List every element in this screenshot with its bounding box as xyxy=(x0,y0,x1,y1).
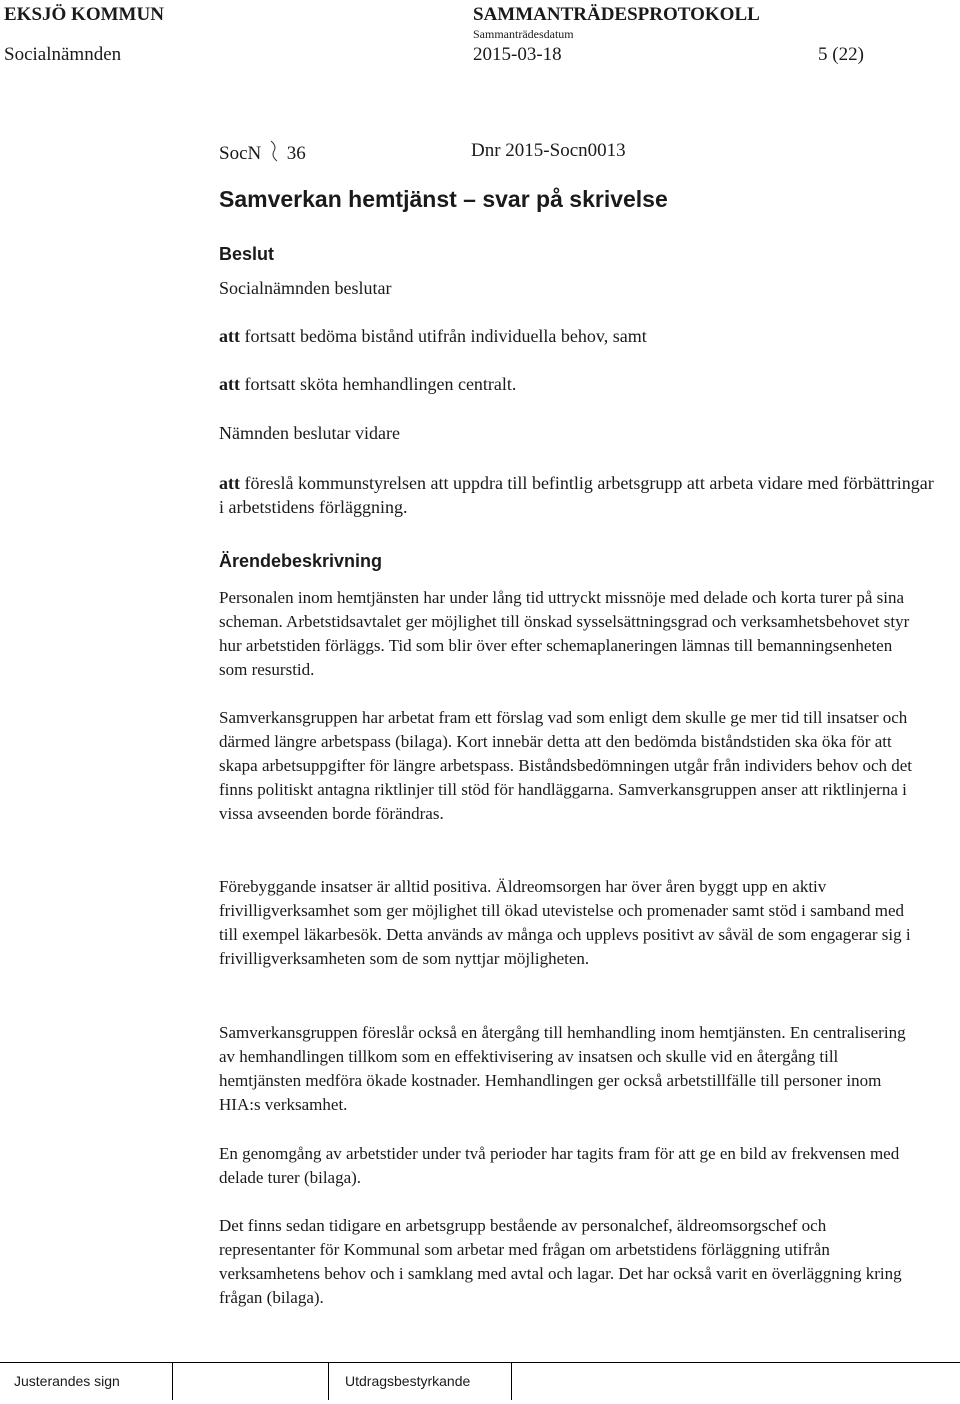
decision-item xyxy=(219,326,647,347)
doc-type: SAMMANTRÄDESPROTOKOLL xyxy=(473,4,760,25)
case-number: 36 xyxy=(286,143,306,164)
committee-name: Socialnämnden xyxy=(4,44,122,65)
justerandes-sign-label: Justerandes sign xyxy=(14,1373,120,1389)
decision-item-text: fortsatt sköta hemhandlingen centralt. xyxy=(240,374,517,394)
decision-intro: Socialnämnden beslutar xyxy=(219,278,392,298)
description-paragraph: Samverkansgruppen föreslår också en återgång till hemhandling inom hemtjänsten. En centralisering av hemhandlingen tillkom som en effektivisering av insatsen och skulle vid en återgång till hemtjänsten medföra ökade kostnader. Hemhandlingen ger också arbetstillfälle till personer inom HIA:s verksamhet. xyxy=(219,1023,906,1114)
decision-item xyxy=(219,374,516,395)
footer-separator xyxy=(511,1362,512,1400)
description-paragraph: Samverkansgruppen har arbetat fram ett förslag vad som enligt dem skulle ge mer tid till insatser och därmed längre arbetspass (bilaga). Kort innebär detta att den bedömda biståndstiden ska öka för att skapa arbetsuppgifter för längre arbetspass. Biståndsbedömningen utgår från individers behov och det finns politiskt antagna riktlinjer till stöd för handläggarna. Samverkansgruppen anser att riktlinjerna i vissa avseenden borde förändras. xyxy=(219,708,913,823)
att-label: att xyxy=(219,473,240,493)
date-label: Sammanträdesdatum xyxy=(473,27,574,41)
decision-heading: Beslut xyxy=(219,244,275,264)
meeting-date: 2015-03-18 xyxy=(473,44,562,65)
description-heading: Ärendebeskrivning xyxy=(219,551,383,571)
description-paragraph: Det finns sedan tidigare en arbetsgrupp bestående av personalchef, äldreomsorgschef och representanter för Kommunal som arbetar med frågan om arbetstidens förläggning utifrån verksamhetens behov och i samklang med avtal och lagar. Det har också varit en överläggning kring frågan (bilaga). xyxy=(219,1216,902,1307)
decision-item xyxy=(219,471,939,519)
page-number: 5 (22) xyxy=(818,44,864,65)
decision-item-text: fortsatt bedöma bistånd utifrån individuella behov, samt xyxy=(240,326,647,346)
att-label: att xyxy=(219,374,240,394)
footer-divider xyxy=(0,1362,960,1363)
description-paragraph: Personalen inom hemtjänsten har under lång tid uttryckt missnöje med delade och korta turer på sina scheman. Arbetstidsavtalet ger möjlighet till önskad sysselsättningsgrad och verksamhetsbehovet styr hur arbetstiden förläggs. Tid som blir över efter schemaplaneringen lämnas till bemanningsenheten som resurstid. xyxy=(219,588,910,679)
footer-separator xyxy=(328,1362,329,1400)
utdragsbestyrkande-label: Utdragsbestyrkande xyxy=(345,1373,471,1389)
description-paragraph: Förebyggande insatser är alltid positiva. Äldreomsorgen har över åren byggt upp en aktiv frivilligverksamhet som ger möjlighet till ökad utevistelse och promenader samt stöd i samband med till exempel läkarbesök. Detta används av många och upplevs positivt av såväl de som engagerar sig i frivilligverksamheten som de som nyttjar möjligheten. xyxy=(219,877,911,968)
footer-separator xyxy=(172,1362,173,1400)
case-prefix: SocN xyxy=(219,143,262,164)
org-name: EKSJÖ KOMMUN xyxy=(4,4,164,25)
att-label: att xyxy=(219,326,240,346)
description-paragraph: En genomgång av arbetstider under två perioder har tagits fram för att ge en bild av frekvensen med delade turer (bilaga). xyxy=(219,1144,900,1187)
case-title: Samverkan hemtjänst – svar på skrivelse xyxy=(219,186,668,212)
decision-intro-2: Nämnden beslutar vidare xyxy=(219,423,400,443)
decision-item-text: föreslå kommunstyrelsen att uppdra till befintlig arbetsgrupp att arbeta vidare med förbättringar i arbetstidens förläggning. xyxy=(219,473,934,517)
case-id xyxy=(219,140,306,165)
diary-number: Dnr 2015-Socn0013 xyxy=(471,140,626,161)
section-icon xyxy=(270,140,278,160)
